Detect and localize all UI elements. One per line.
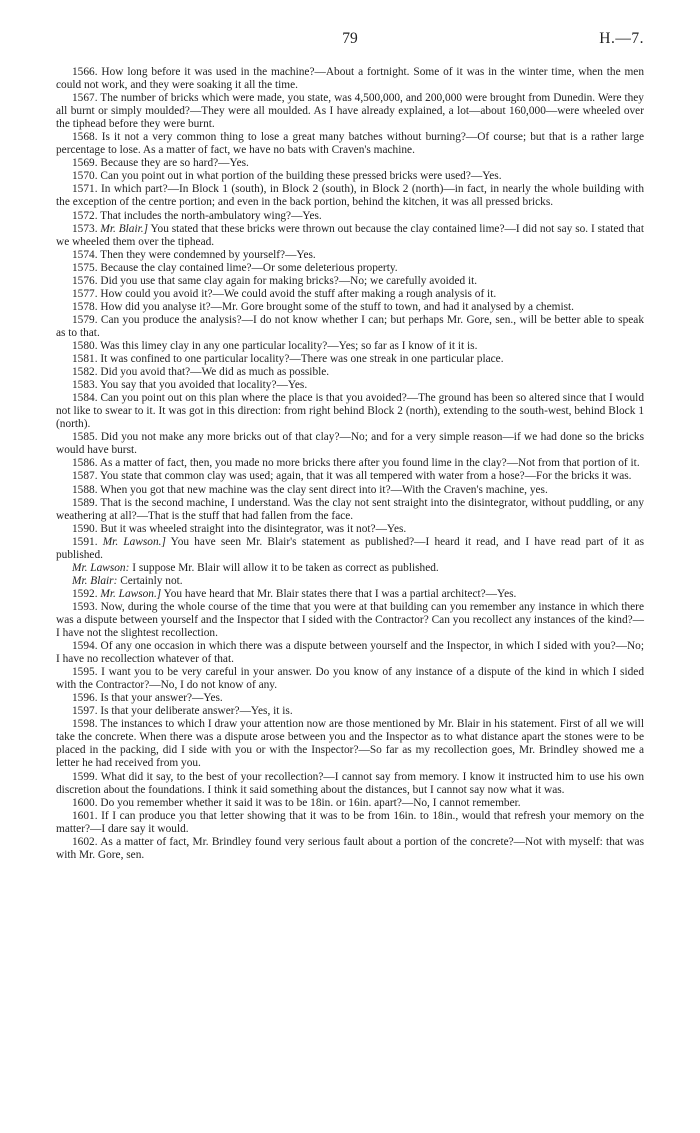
- question-paragraph: [56, 353, 644, 366]
- question-paragraph: [56, 301, 644, 314]
- question-paragraph: [56, 640, 644, 666]
- question-number: 1591.: [72, 535, 98, 548]
- paragraph-text: Is it not a very common thing to lose a great many batches without burning?—Of course; but that is a rather large percentage to lose. As a matter of fact, we have no bats with Craven's machine.: [56, 131, 644, 157]
- question-paragraph: [56, 262, 644, 275]
- question-paragraph: [56, 836, 644, 862]
- page-header: [56, 30, 644, 56]
- question-number: 1566.: [72, 66, 98, 78]
- paragraph-text: How long before it was used in the machine?—About a fortnight. Some of it was in the winter time, when the men could not work, and they were soaking it all the time.: [56, 66, 645, 92]
- question-paragraph: [56, 249, 644, 262]
- question-paragraph: [56, 392, 644, 431]
- question-number: 1593.: [72, 600, 98, 613]
- paragraph-text: The instances to which I draw your attention now are those mentioned by Mr. Blair in his statement. First of all we will take the concrete. When there was a dispute arose between you and the Inspector as to what distance apart the stones were to be placed in the packing, did I side with you or with the Inspector?—So far as my recollection goes, Mr. Brindley showed me a letter he had received from you.: [56, 718, 644, 770]
- question-number: 1601.: [72, 809, 98, 822]
- question-paragraph: [56, 275, 644, 288]
- question-paragraph: [56, 588, 644, 601]
- question-number: 1580.: [72, 339, 98, 352]
- question-number: 1586.: [72, 457, 98, 470]
- question-paragraph: [56, 210, 644, 223]
- interjection-paragraph: [56, 575, 644, 588]
- question-number: 1585.: [72, 431, 98, 444]
- question-paragraph: [56, 288, 644, 301]
- question-number: 1567.: [72, 92, 98, 105]
- paragraph-text: Was this limey clay in any one particular locality?—Yes; so far as I know of it it is.: [100, 339, 478, 352]
- question-number: 1588.: [72, 483, 98, 496]
- question-number: 1576.: [72, 274, 98, 287]
- paragraph-text: You have seen Mr. Blair's statement as published?—I heard it read, and I have read part of it as published.: [56, 535, 645, 561]
- paragraph-text: Of any one occasion in which there was a dispute between yourself and the Inspector, in which I sided with you?—No; I have no recollection whatever of that.: [56, 640, 644, 666]
- question-number: 1574.: [72, 248, 98, 261]
- paragraph-text: I want you to be very careful in your answer. Do you know of any instance of a dispute of the kind in which I sided with the Contractor?—No, I do not know of any.: [56, 666, 644, 692]
- question-number: 1577.: [72, 287, 98, 300]
- speaker-label: Mr. Lawson:: [72, 561, 130, 574]
- paragraph-text: That is the second machine, I understand. Was the clay not sent straight into the disintegrator, without puddling, or any weathering at all?—That is the stuff that had fallen from the face.: [56, 496, 644, 522]
- question-paragraph: [56, 183, 644, 209]
- question-paragraph: [56, 366, 644, 379]
- paragraph-text: As a matter of fact, then, you made no more bricks there after you found lime in the clay?—Not from that portion of it.: [99, 457, 640, 470]
- question-number: 1579.: [72, 313, 98, 326]
- question-paragraph: [56, 66, 644, 92]
- paragraph-text: That includes the north-ambulatory wing?—Yes.: [100, 209, 322, 222]
- question-number: 1589.: [72, 496, 98, 509]
- speaker-label: Mr. Lawson.]: [100, 587, 162, 600]
- document-code: H.—7.: [599, 30, 644, 47]
- paragraph-text: Certainly not.: [120, 574, 183, 587]
- question-paragraph: [56, 223, 644, 249]
- speaker-label: Mr. Blair:: [72, 574, 118, 587]
- speaker-label: Mr. Lawson.]: [102, 535, 166, 548]
- paragraph-text: If I can produce you that letter showing that it was to be from 16in. to 18in., would that refresh your memory on the matter?—I dare say it would.: [56, 809, 644, 835]
- question-number: 1570.: [72, 170, 98, 183]
- paragraph-text: You state that common clay was used; again, that it was all tempered with water from a hose?—For the bricks it was.: [99, 470, 632, 483]
- paragraph-text: As a matter of fact, Mr. Brindley found very serious fault about a portion of the concrete?—Not with myself: that was with Mr. Gore, sen.: [56, 835, 644, 861]
- question-paragraph: [56, 470, 644, 483]
- question-number: 1568.: [72, 131, 98, 144]
- question-paragraph: [56, 601, 644, 640]
- question-paragraph: [56, 457, 644, 470]
- question-paragraph: [56, 497, 644, 523]
- question-paragraph: [56, 810, 644, 836]
- question-number: 1578.: [72, 300, 98, 313]
- paragraph-text: Can you produce the analysis?—I do not know whether I can; but perhaps Mr. Gore, sen., will be better able to speak as to that.: [56, 313, 644, 339]
- question-paragraph: [56, 692, 644, 705]
- speaker-label: Mr. Blair.]: [100, 222, 149, 235]
- paragraph-text: In which part?—In Block 1 (south), in Block 2 (south), in Block 2 (north)—in fact, in nearly the whole building with the exception of the centre portion; and even in the back portion, behind the kitchen, it was all pressed bricks.: [56, 183, 644, 209]
- question-number: 1595.: [72, 666, 98, 679]
- paragraph-text: Because the clay contained lime?—Or some deleterious property.: [100, 261, 398, 274]
- paragraph-text: Did you avoid that?—We did as much as possible.: [100, 366, 330, 379]
- paragraph-text: Is that your deliberate answer?—Yes, it is.: [100, 705, 293, 718]
- question-number: 1583.: [72, 379, 98, 392]
- question-paragraph: [56, 771, 644, 797]
- question-number: 1582.: [72, 366, 98, 379]
- question-number: 1569.: [72, 157, 98, 170]
- question-paragraph: [56, 314, 644, 340]
- question-number: 1571.: [72, 183, 98, 196]
- paragraph-text: How did you analyse it?—Mr. Gore brought some of the stuff to town, and had it analysed by a chemist.: [100, 300, 574, 313]
- question-paragraph: [56, 431, 644, 457]
- paragraph-text: Did you not make any more bricks out of that clay?—No; and for a very simple reason—if we had done so the bricks would have burst.: [56, 431, 644, 457]
- question-paragraph: [56, 484, 644, 497]
- paragraph-text: Do you remember whether it said it was to be 18in. or 16in. apart?—No, I cannot remember.: [100, 796, 521, 809]
- question-number: 1592.: [72, 587, 98, 600]
- evidence-text: [56, 66, 644, 862]
- question-paragraph: [56, 340, 644, 353]
- question-number: 1587.: [72, 470, 98, 483]
- paragraph-text: Then they were condemned by yourself?—Yes.: [100, 248, 316, 261]
- paragraph-text: Is that your answer?—Yes.: [100, 692, 223, 705]
- question-number: 1581.: [72, 353, 98, 366]
- question-number: 1598.: [72, 718, 98, 731]
- question-paragraph: [56, 536, 644, 562]
- paragraph-text: Can you point out on this plan where the place is that you avoided?—The ground has been so altered since that I would not like to swear to it. It was got in this direction: from right behind Block 2 (north), extending to the south-west, behind Block 1 (north).: [56, 392, 644, 431]
- paragraph-text: I suppose Mr. Blair will allow it to be taken as correct as published.: [132, 561, 439, 574]
- question-paragraph: [56, 379, 644, 392]
- paragraph-text: The number of bricks which were made, you state, was 4,500,000, and 200,000 were brought from Dunedin. Were they all burnt or simply moulded?—They were all moulded. As I have already explained, a lot—about 160,000—were wheeled over the tiphead before they were burnt.: [56, 92, 644, 131]
- question-paragraph: [56, 92, 644, 131]
- page-number: 79: [342, 30, 358, 47]
- paragraph-text: You stated that these bricks were thrown out because the clay contained lime?—I did not say so. I stated that we wheeled them over the tiphead.: [56, 222, 644, 248]
- question-paragraph: [56, 705, 644, 718]
- paragraph-text: You say that you avoided that locality?—Yes.: [99, 379, 308, 392]
- question-paragraph: [56, 157, 644, 170]
- paragraph-text: Now, during the whole course of the time that you were at that building can you remember any instance in which there was a dispute between yourself and the Inspector that I sided with the Contractor? Can you recollect any instances of the kind?—I have not the slightest recollection.: [56, 600, 644, 640]
- question-paragraph: [56, 718, 644, 770]
- question-number: 1572.: [72, 209, 98, 222]
- paragraph-text: How could you avoid it?—We could avoid the stuff after making a rough analysis of it.: [100, 287, 497, 300]
- question-number: 1590.: [72, 522, 98, 535]
- question-paragraph: [56, 666, 644, 692]
- question-number: 1596.: [72, 692, 98, 705]
- paragraph-text: But it was wheeled straight into the disintegrator, was it not?—Yes.: [100, 522, 407, 535]
- paragraph-text: When you got that new machine was the clay sent direct into it?—With the Craven's machine, yes.: [100, 483, 548, 496]
- paragraph-text: Can you point out in what portion of the building these pressed bricks were used?—Yes.: [100, 170, 502, 183]
- paragraph-text: What did it say, to the best of your recollection?—I cannot say from memory. I know it instructed him to use his own discretion about the foundations. I think it said something about the distances, but I cannot say now what it was.: [56, 770, 644, 796]
- paragraph-text: Because they are so hard?—Yes.: [100, 157, 249, 170]
- question-number: 1594.: [72, 640, 98, 653]
- question-number: 1573.: [72, 222, 98, 235]
- paragraph-text: It was confined to one particular locality?—There was one streak in one particular place.: [100, 353, 504, 366]
- question-number: 1575.: [72, 261, 98, 274]
- question-paragraph: [56, 523, 644, 536]
- question-paragraph: [56, 131, 644, 157]
- question-paragraph: [56, 797, 644, 810]
- question-number: 1600.: [72, 796, 98, 809]
- interjection-paragraph: [56, 562, 644, 575]
- question-number: 1602.: [72, 835, 98, 848]
- question-number: 1584.: [72, 392, 98, 405]
- paragraph-text: Did you use that same clay again for making bricks?—No; we carefully avoided it.: [100, 274, 478, 287]
- question-paragraph: [56, 170, 644, 183]
- question-number: 1599.: [72, 770, 98, 783]
- question-number: 1597.: [72, 705, 98, 718]
- paragraph-text: You have heard that Mr. Blair states there that I was a partial architect?—Yes.: [163, 587, 517, 600]
